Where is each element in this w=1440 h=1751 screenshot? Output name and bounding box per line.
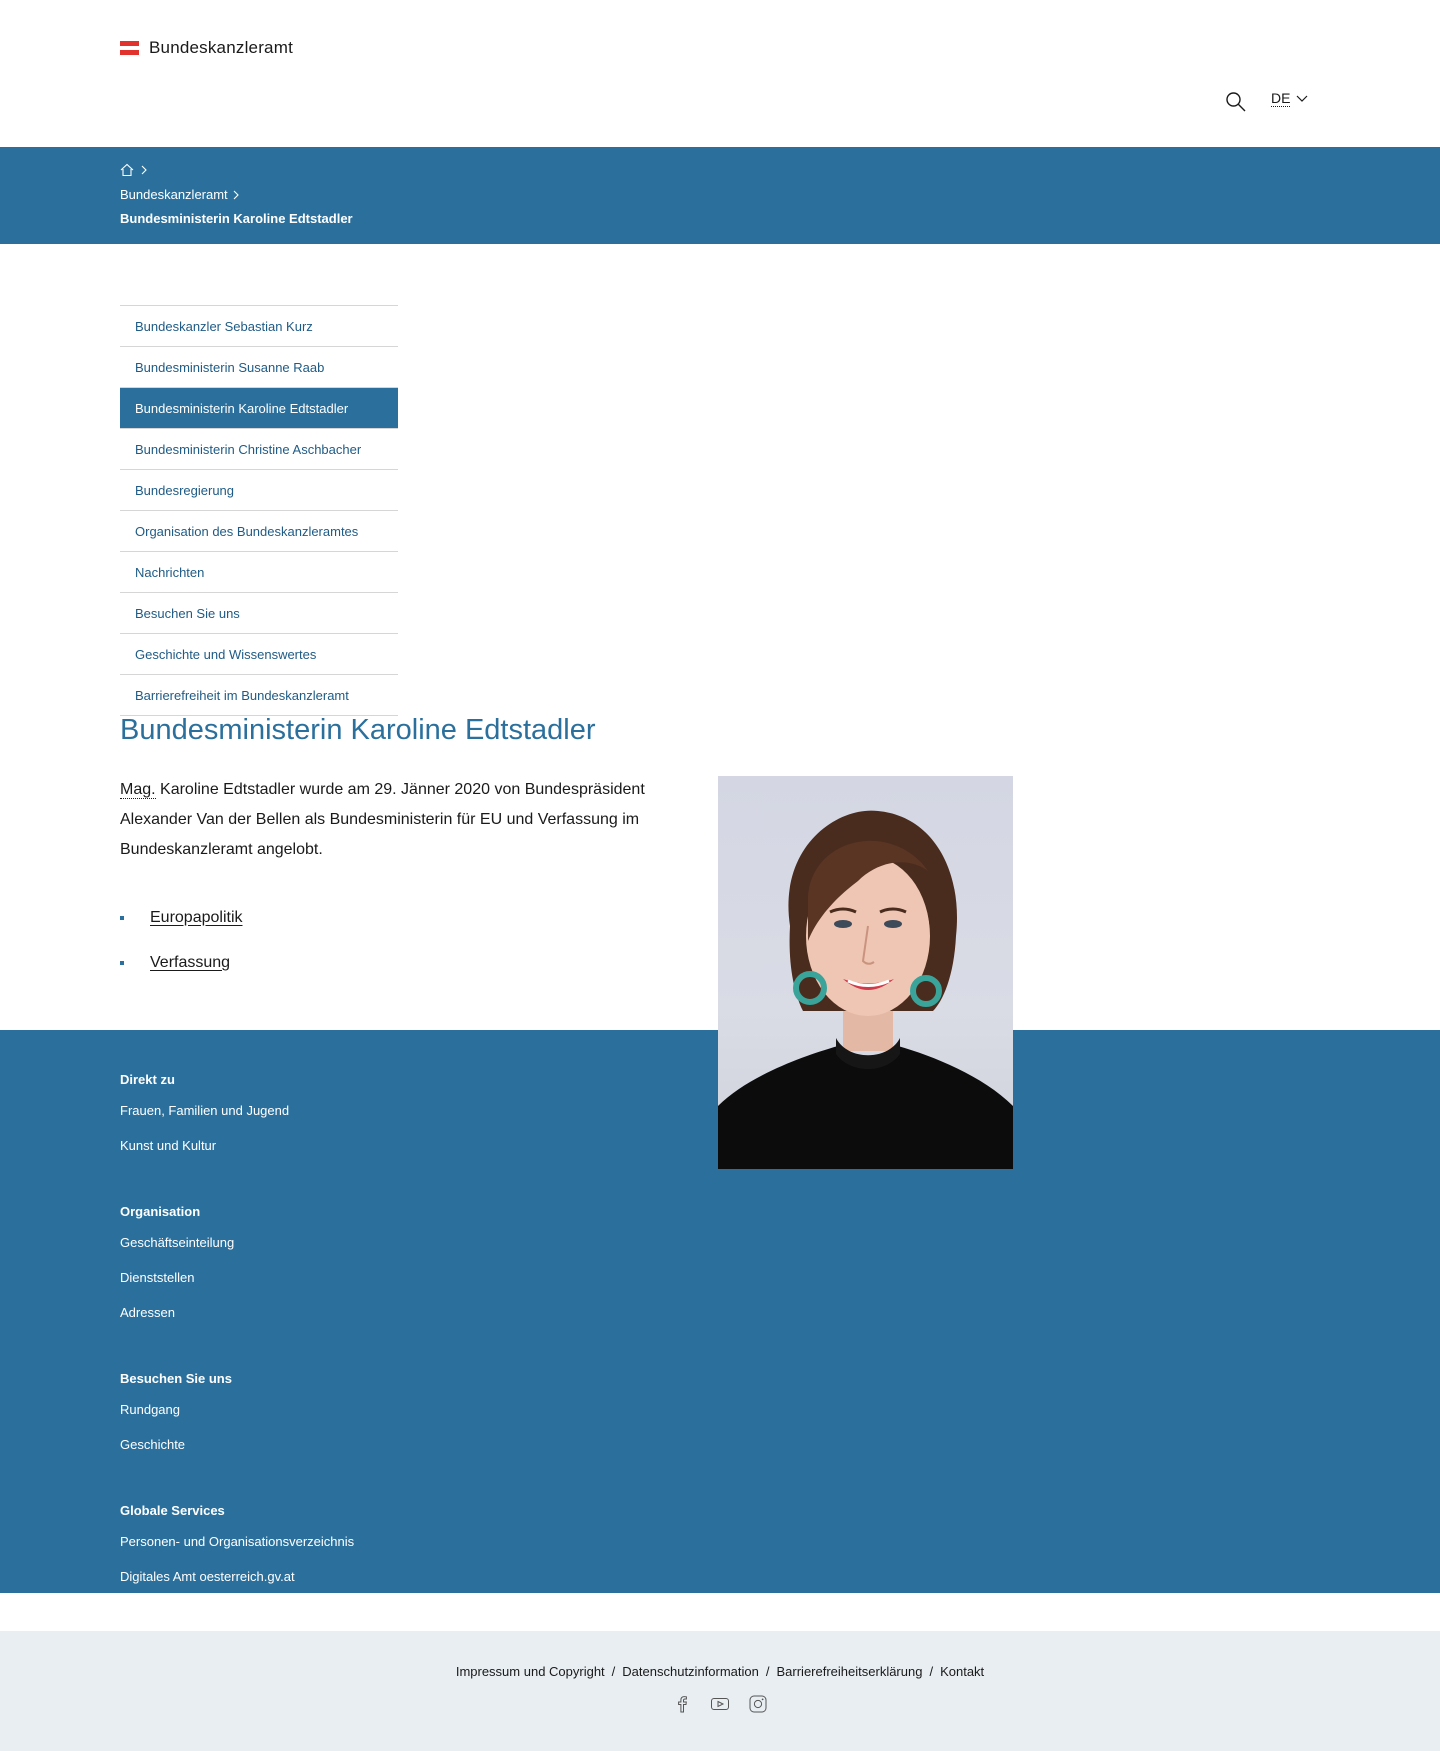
- link-datenschutz[interactable]: Datenschutzinformation: [622, 1664, 759, 1679]
- link-kontakt[interactable]: Kontakt: [940, 1664, 985, 1679]
- list-item: [120, 940, 243, 985]
- sidenav-item-geschichte[interactable]: Geschichte und Wissenswertes: [120, 634, 398, 675]
- footer-link[interactable]: Personen- und Organisationsverzeichnis: [120, 1534, 355, 1549]
- link-verfassung[interactable]: Verfassung: [150, 953, 231, 971]
- sidenav-item-organisation[interactable]: Organisation des Bundeskanzleramtes: [120, 511, 398, 552]
- footer-heading: Organisation: [120, 1204, 201, 1219]
- social-links: [0, 1694, 1440, 1714]
- footer-heading: Direkt zu: [120, 1072, 175, 1087]
- minister-portrait: [718, 776, 1013, 1169]
- chevron-down-icon: [1296, 95, 1308, 103]
- bullet-icon: [120, 961, 124, 965]
- austria-flag-icon: [120, 41, 139, 55]
- topic-links: [120, 895, 243, 985]
- footer-section-organisation: [120, 1204, 234, 1340]
- search-icon: [1224, 90, 1248, 114]
- footer-link[interactable]: Kunst und Kultur: [120, 1138, 217, 1153]
- sidenav-item-edtstadler[interactable]: Bundesministerin Karoline Edtstadler: [120, 388, 398, 429]
- language-selector[interactable]: [1271, 90, 1308, 107]
- breadcrumb-home[interactable]: [120, 163, 148, 177]
- link-impressum[interactable]: Impressum und Copyright: [455, 1664, 605, 1679]
- footer-bottom: [0, 1631, 1440, 1751]
- language-code: DE: [1271, 90, 1291, 106]
- facebook-icon[interactable]: [672, 1694, 692, 1714]
- intro-paragraph: [120, 775, 660, 865]
- separator: /: [765, 1664, 770, 1679]
- sidenav-item-raab[interactable]: Bundesministerin Susanne Raab: [120, 347, 398, 388]
- footer-link[interactable]: Geschäftseinteilung: [120, 1235, 235, 1250]
- breadcrumb-label: Bundeskanzleramt: [120, 187, 228, 202]
- footer-link[interactable]: Rundgang: [120, 1402, 180, 1417]
- home-icon: [120, 163, 134, 177]
- link-barrierefreiheit[interactable]: Barrierefreiheitserklärung: [776, 1664, 923, 1679]
- page-title: Bundesministerin Karoline Edtstadler: [120, 714, 596, 746]
- sidenav-item-nachrichten[interactable]: Nachrichten: [120, 552, 398, 593]
- footer-section-besuchen: [120, 1371, 232, 1472]
- link-europapolitik[interactable]: Europapolitik: [150, 908, 243, 926]
- side-navigation: [120, 305, 398, 716]
- youtube-icon[interactable]: [710, 1694, 730, 1714]
- footer-link[interactable]: Adressen: [120, 1305, 175, 1320]
- title-abbreviation: Mag.: [120, 781, 156, 798]
- site-logo[interactable]: [120, 38, 293, 58]
- list-item: [120, 895, 243, 940]
- breadcrumb-item-bundeskanzleramt[interactable]: [120, 187, 240, 202]
- sidenav-item-aschbacher[interactable]: Bundesministerin Christine Aschbacher: [120, 429, 398, 470]
- footer-section-globale-services: [120, 1503, 354, 1604]
- chevron-right-icon: [140, 165, 148, 175]
- instagram-icon[interactable]: [748, 1694, 768, 1714]
- sidenav-item-bundesregierung[interactable]: Bundesregierung: [120, 470, 398, 511]
- breadcrumb: [0, 147, 1440, 244]
- sidenav-item-besuchen[interactable]: Besuchen Sie uns: [120, 593, 398, 634]
- footer-section-direkt-zu: [120, 1072, 289, 1173]
- chevron-right-icon: [232, 190, 240, 200]
- legal-links: [0, 1664, 1440, 1679]
- footer-heading: Besuchen Sie uns: [120, 1371, 232, 1386]
- footer-heading: Globale Services: [120, 1503, 225, 1518]
- sidenav-item-barrierefreiheit[interactable]: Barrierefreiheit im Bundeskanzleramt: [120, 675, 398, 716]
- footer-link[interactable]: Dienststellen: [120, 1270, 195, 1285]
- intro-text: Karoline Edtstadler wurde am 29. Jänner 2020 von Bundespräsident Alexander Van der Bellen als Bundesministerin für EU und Verfassung im Bundeskanzleramt angelobt.: [120, 781, 645, 858]
- logo-text: Bundeskanzleramt: [149, 38, 293, 57]
- separator: /: [611, 1664, 616, 1679]
- separator: /: [929, 1664, 934, 1679]
- footer-link[interactable]: Frauen, Familien und Jugend: [120, 1103, 290, 1118]
- site-header: [0, 0, 1440, 147]
- footer-link[interactable]: Geschichte: [120, 1437, 186, 1452]
- sidenav-item-kurz[interactable]: Bundeskanzler Sebastian Kurz: [120, 306, 398, 347]
- portrait-illustration: [718, 776, 1013, 1169]
- search-button[interactable]: [1224, 90, 1248, 114]
- breadcrumb-current: Bundesministerin Karoline Edtstadler: [120, 211, 353, 226]
- footer-link[interactable]: Digitales Amt oesterreich.gv.at: [120, 1569, 295, 1584]
- bullet-icon: [120, 916, 124, 920]
